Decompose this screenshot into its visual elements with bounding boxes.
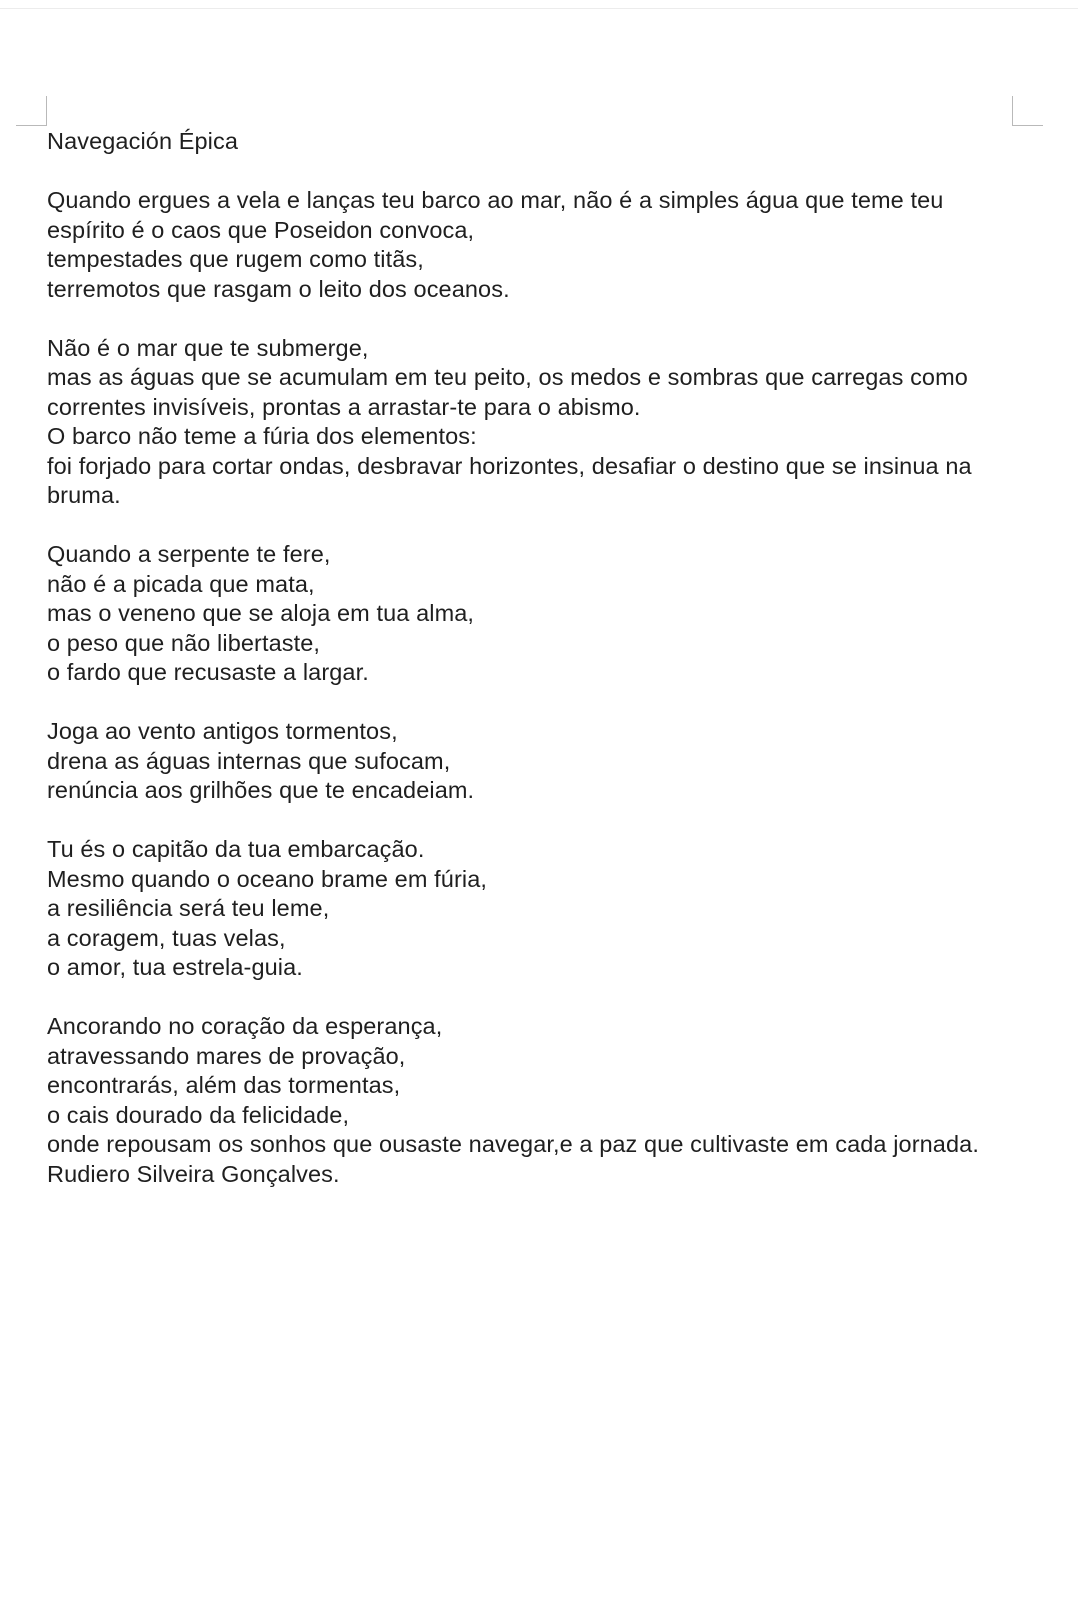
poem-line: terremotos que rasgam o leito dos oceanos. bbox=[47, 275, 510, 302]
poem-line: a resiliência será teu leme, bbox=[47, 895, 330, 921]
poem-line: O barco não teme a fúria dos elementos: bbox=[47, 423, 477, 449]
poem-line: drena as águas internas que sufocam, bbox=[47, 747, 451, 774]
document-page[interactable] bbox=[47, 127, 1027, 1189]
poem-line: tempestades que rugem como titãs, bbox=[47, 246, 424, 272]
margin-corner-left-vertical bbox=[46, 96, 47, 126]
page-top-edge bbox=[0, 8, 1078, 9]
poem-line: encontrarás, além das tormentas, bbox=[47, 1072, 401, 1098]
poem-line: renúncia aos grilhões que te encadeiam. bbox=[47, 777, 475, 803]
poem-line: Joga ao vento antigos tormentos, bbox=[47, 718, 398, 744]
poem-line: Ancorando no coração da esperança, bbox=[47, 1013, 443, 1039]
poem-stanza-1 bbox=[47, 186, 1027, 304]
poem-line: Tu és o capitão da tua embarcação. bbox=[47, 836, 425, 862]
poem-line: mas as águas que se acumulam em teu peito, os medos e sombras que carregas como correntes invisíveis, prontas a arrastar-te para o abismo. bbox=[47, 364, 968, 420]
poem-line: Quando a serpente te fere, bbox=[47, 541, 331, 567]
margin-corner-right-vertical bbox=[1012, 96, 1013, 126]
poem-line: não é a picada que mata, bbox=[47, 570, 315, 597]
poem-line: Mesmo quando o oceano brame em fúria, bbox=[47, 865, 487, 892]
margin-corner-right-horizontal bbox=[1012, 125, 1043, 126]
document-title: Navegación Épica bbox=[47, 128, 239, 154]
poem-author: Rudiero Silveira Gonçalves. bbox=[47, 1160, 340, 1187]
poem-line: mas o veneno que se aloja em tua alma, bbox=[47, 600, 475, 626]
poem-stanza-5 bbox=[47, 835, 1027, 983]
poem-stanza-6 bbox=[47, 1012, 1027, 1189]
poem-line: Não é o mar que te submerge, bbox=[47, 334, 369, 361]
poem-line: atravessando mares de provação, bbox=[47, 1042, 406, 1069]
poem-line: a coragem, tuas velas, bbox=[47, 924, 286, 951]
poem-line: Quando ergues a vela e lanças teu barco ao mar, não é a simples água que teme teu espírito é o caos que Poseidon convoca, bbox=[47, 187, 944, 243]
poem-line: o cais dourado da felicidade, bbox=[47, 1101, 350, 1128]
poem-line: onde repousam os sonhos que ousaste navegar,e a paz que cultivaste em cada jornada. bbox=[47, 1131, 979, 1157]
poem-stanza-3 bbox=[47, 540, 1027, 688]
poem-stanza-2 bbox=[47, 334, 1027, 511]
poem-line: o amor, tua estrela-guia. bbox=[47, 954, 303, 980]
poem-line: foi forjado para cortar ondas, desbravar horizontes, desafiar o destino que se insinua na bruma. bbox=[47, 452, 972, 508]
poem-stanza-4 bbox=[47, 717, 1027, 806]
poem-line: o peso que não libertaste, bbox=[47, 629, 321, 656]
poem-line: o fardo que recusaste a largar. bbox=[47, 659, 369, 685]
margin-corner-left-horizontal bbox=[16, 125, 47, 126]
